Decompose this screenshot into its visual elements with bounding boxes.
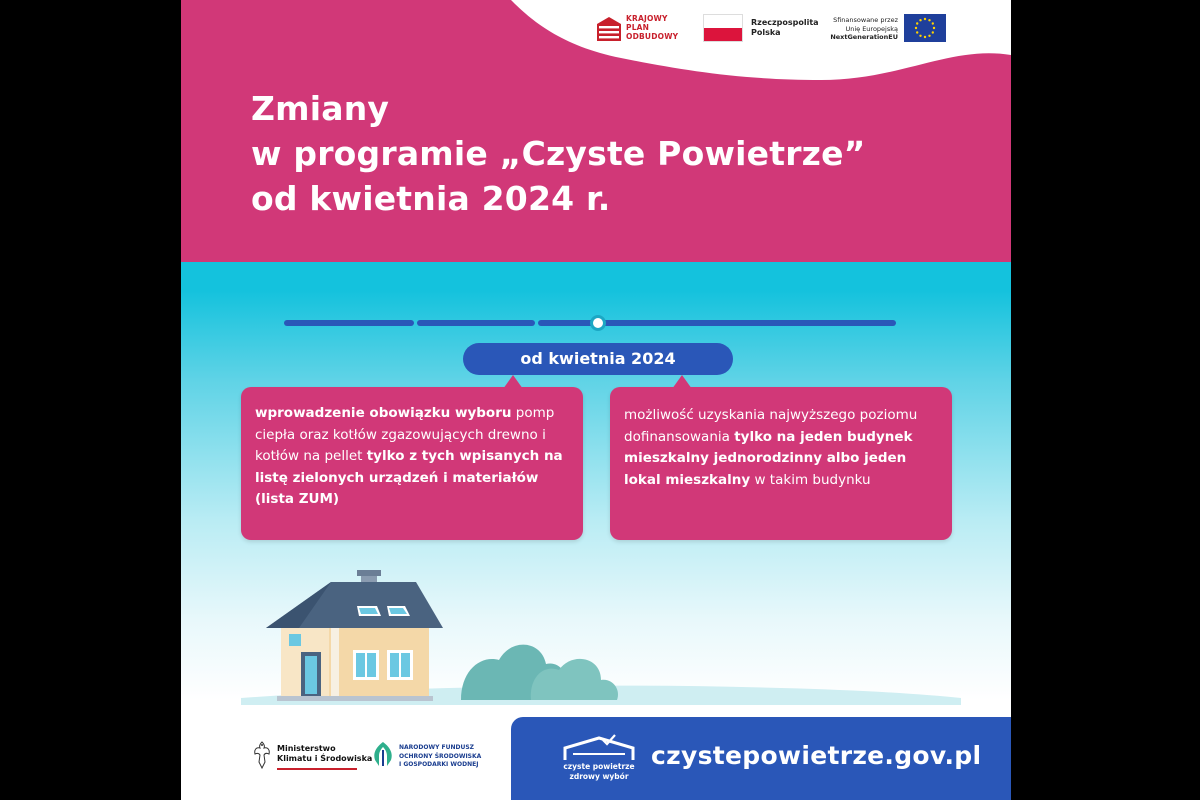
kpo-mark-icon	[596, 16, 622, 42]
timeline-marker-icon	[590, 315, 606, 331]
czyste-powietrze-logo	[559, 734, 639, 786]
rp-logo	[703, 14, 823, 44]
ministry-underline	[277, 768, 357, 770]
card-pointer	[672, 375, 692, 389]
ministry-logo	[253, 738, 373, 778]
website-banner	[511, 717, 1011, 800]
rp-text: Rzeczpospolita Polska	[751, 18, 819, 37]
nfosigw-logo	[371, 738, 501, 778]
czyste-powietrze-tagline: czyste powietrze zdrowy wybór	[563, 762, 635, 781]
timeline-date-label: od kwietnia 2024	[463, 343, 733, 375]
eu-flag-icon	[904, 14, 946, 42]
timeline-segment	[417, 320, 535, 326]
poster	[181, 0, 1011, 800]
kpo-text: KRAJOWY PLAN ODBUDOWY	[626, 14, 679, 41]
timeline	[284, 318, 896, 332]
polish-eagle-icon	[253, 740, 271, 770]
nfosigw-name: NARODOWY FUNDUSZ OCHRONY ŚRODOWISKA I GOSPODARKI WODNEJ	[399, 744, 482, 768]
house-check-icon	[559, 734, 639, 762]
eu-text: Sfinansowane przez Unię Europejską NextGenerationEU	[830, 16, 898, 41]
page-title	[251, 86, 866, 221]
title-line-1: Zmiany	[251, 89, 390, 128]
timeline-segment	[284, 320, 414, 326]
eu-logo	[821, 14, 946, 46]
card-pointer	[503, 375, 523, 389]
kpo-logo	[596, 14, 696, 46]
website-url[interactable]: czystepowietrze.gov.pl	[651, 741, 982, 770]
info-card-right: możliwość uzyskania najwyższego poziomu dofinansowania tylko na jeden budynek mieszkalny jednorodzinny albo jeden lokal mieszkalny w takim budynku	[610, 387, 952, 540]
nfosigw-mark-icon	[371, 740, 395, 768]
info-card-left: wprowadzenie obowiązku wyboru pomp ciepła oraz kotłów zgazowujących drewno i kotłów na pellet tylko z tych wpisanych na listę zielonych urządzeń i materiałów (lista ZUM)	[241, 387, 583, 540]
title-line-3: od kwietnia 2024 r.	[251, 179, 611, 218]
ministry-name: Ministerstwo Klimatu i Środowiska	[277, 744, 373, 763]
house-illustration	[181, 560, 1011, 705]
polish-flag-icon	[703, 14, 743, 42]
title-line-2: w programie „Czyste Powietrze”	[251, 134, 866, 173]
